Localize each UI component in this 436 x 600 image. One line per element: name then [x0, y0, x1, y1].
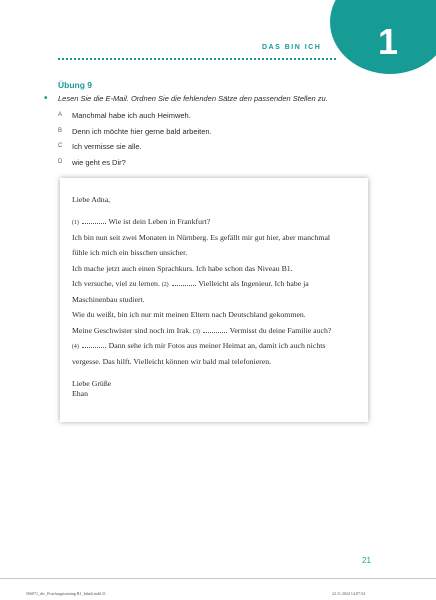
gap-blank-4	[82, 342, 106, 348]
email-letter-card	[60, 178, 368, 422]
option-text: Manchmal habe ich auch Heimweh.	[72, 111, 191, 120]
letter-text: Dann sehe ich mir Fotos aus meiner Heimat an, damit ich auch nichts	[108, 341, 326, 350]
gap-blank-2	[172, 280, 196, 286]
print-slug-file: 566071_dtv_Pruefungstraining B1_Inhalt.indd 21	[26, 591, 106, 596]
option-text: Denn ich möchte hier gerne bald arbeiten.	[72, 126, 212, 136]
gap-number-1: (1)	[72, 220, 79, 226]
letter-line: Maschinenbau studiert.	[72, 294, 145, 304]
letter-line: Ich mache jetzt auch einen Sprachkurs. Ich habe schon das Niveau B1.	[72, 263, 293, 273]
chapter-number: 1	[377, 21, 399, 62]
option-letter: B	[58, 127, 63, 134]
option-text: wie geht es Dir?	[72, 157, 126, 167]
print-slug-timestamp: 22.11.2024 14:07:54	[332, 591, 366, 596]
letter-line	[72, 340, 360, 356]
exercise-title: Übung 9	[58, 80, 92, 90]
letter-line	[72, 216, 360, 232]
letter-signature: Ehan	[72, 388, 89, 398]
gap-blank-3	[203, 327, 227, 333]
email-body	[72, 194, 360, 403]
instruction-bullet-icon: •	[44, 93, 48, 104]
exercise-instruction: Lesen Sie die E-Mail. Ordnen Sie die fehlenden Sätze den passenden Stellen zu.	[58, 94, 328, 103]
letter-line: Wie du weißt, bin ich nur mit meinen Eltern nach Deutschland gekommen.	[72, 310, 306, 319]
gap-number-4: (4)	[72, 344, 79, 350]
letter-line: Ich bin nun seit zwei Monaten in Nürnberg. Es gefällt mir gut hier, aber manchmal	[72, 232, 331, 242]
option-letter: C	[58, 143, 63, 149]
letter-text: Meine Geschwister sind noch im Irak.	[72, 325, 192, 335]
letter-text: Vermisst du deine Familie auch?	[229, 325, 332, 335]
gap-blank-1	[82, 218, 106, 224]
letter-text: Vielleicht als Ingenieur. Ich habe ja	[198, 279, 309, 288]
gap-number-3: (3)	[193, 328, 200, 335]
page-number: 21	[362, 556, 371, 565]
letter-line: fühle ich mich ein bisschen unsicher.	[72, 248, 188, 257]
letter-greeting: Liebe Adna,	[72, 195, 111, 204]
gap-number-2: (2)	[161, 282, 169, 288]
option-letter: A	[58, 112, 63, 118]
header-dotted-divider	[58, 58, 336, 60]
option-text: Ich vermisse sie alle.	[72, 142, 142, 151]
crop-divider	[0, 578, 436, 579]
letter-line	[72, 325, 360, 341]
letter-text: Ich versuche, viel zu lernen.	[72, 279, 160, 288]
letter-line	[72, 278, 360, 294]
letter-line: vergesse. Das hilft. Vielleicht können wir bald mal telefonieren.	[72, 356, 272, 366]
section-label: DAS BIN ICH	[262, 44, 322, 51]
letter-text: Wie ist dein Leben in Frankfurt?	[108, 217, 211, 226]
option-letter: D	[58, 158, 63, 165]
letter-closing: Liebe Grüße	[72, 378, 112, 388]
